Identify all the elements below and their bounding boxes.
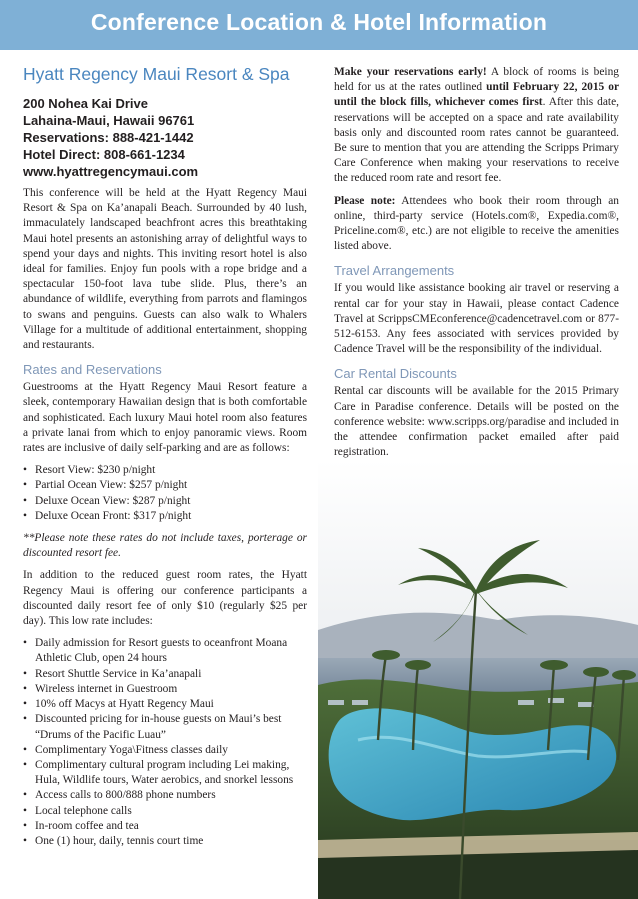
list-item: • Deluxe Ocean Front: $317 p/night <box>23 509 307 524</box>
city-address: Lahaina-Maui, Hawaii 96761 <box>23 113 195 128</box>
list-item: • One (1) hour, daily, tennis court time <box>23 834 307 849</box>
right-column <box>334 65 619 467</box>
list-item: • Complimentary Yoga\Fitness classes daily <box>23 743 307 758</box>
reservations-deadline: until February 22, 2015 or until the block fills, whichever comes first <box>334 81 619 109</box>
street-address: 200 Nohea Kai Drive <box>23 96 149 111</box>
reservations-text-2: . After this date, reservations will be accepted on a space and rate availability basis only and discounted room rates cannot be guaranteed. Be sure to mention that you are attending the Scripps Primary Care Conference when making your reservations to receive the reduced room rate and resort fee. <box>334 96 619 185</box>
rates-heading: Rates and Reservations <box>23 362 162 378</box>
list-item: • Complimentary cultural program including Lei making, Hula, Wildlife tours, Water aerobics, and snorkel lessons <box>23 758 307 788</box>
list-item: • In-room coffee and tea <box>23 819 307 834</box>
list-item: • Daily admission for Resort guests to oceanfront Moana Athletic Club, open 24 hours <box>23 636 307 666</box>
left-column <box>23 64 307 856</box>
list-item: • Resort View: $230 p/night <box>23 463 307 478</box>
rates-note: **Please note these rates do not include taxes, porterage or discounted resort fee. <box>23 532 307 560</box>
hotel-direct-phone: Hotel Direct: 808-661-1234 <box>23 147 185 162</box>
car-rental-heading: Car Rental Discounts <box>334 366 457 382</box>
reservations-text: A block of rooms is being held for us at the rates outlined <box>334 66 619 94</box>
hotel-contact <box>23 95 307 180</box>
list-item: • Local telephone calls <box>23 804 307 819</box>
page-title: Conference Location & Hotel Information <box>90 9 548 35</box>
hotel-intro: This conference will be held at the Hyatt Regency Maui Resort & Spa on Ka’anapali Beach. Surrounded by 40 lush, immaculately landscaped beachfront acres this breathtaking Maui hotel presents an astonishing array of delightful ways to spend your days and nights. This inviting resort hotel is also ideal for families. Enjoy fun pools with a rope bridge and a spectacular 150-foot lava tube slide. Plus, there’s an abundance of wildlife, everything from parrots and flamingos to swans and penguins. Guests can also walk to Whalers Village for a multitude of additional entertainment, shopping and restaurants. <box>23 187 307 352</box>
hotel-name: Hyatt Regency Maui Resort & Spa <box>23 64 290 84</box>
resort-photo <box>318 460 638 899</box>
reservations-lead: Make your reservations early! <box>334 66 487 78</box>
list-item: • Access calls to 800/888 phone numbers <box>23 788 307 803</box>
list-item: • Resort Shuttle Service in Ka’anapali <box>23 667 307 682</box>
reservations-phone: Reservations: 888-421-1442 <box>23 130 194 145</box>
header-banner <box>0 0 638 50</box>
list-item: • Wireless internet in Guestroom <box>23 682 307 697</box>
travel-heading: Travel Arrangements <box>334 263 455 279</box>
list-item: • Deluxe Ocean View: $287 p/night <box>23 494 307 509</box>
car-rental-text: Rental car discounts will be available for the 2015 Primary Care in Paradise conference. Details will be posted on the conference website: www.scripps.org/paradise and included in the attendee confirmation packet emailed after paid registration. <box>334 385 619 459</box>
note-text: Attendees who book their room through an online, third-party service (Hotels.com®, Expedia.com®, Priceline.com®, etc.) are not eligible to receive the amenities listed above. <box>334 194 619 253</box>
travel-text: If you would like assistance booking air travel or reserving a rental car for your stay in Hawaii, please contact Cadence Travel at ScrippsCMEconference@cadencetravel.com or 877-512-6153. Any fees associated with services provided by Cadence Travel will be the responsibility of the individual. <box>334 282 619 356</box>
resort-fee-list <box>23 636 307 849</box>
note-label: Please note: <box>334 194 396 207</box>
reservations-paragraph <box>334 65 619 187</box>
hotel-website-link[interactable]: www.hyattregencymaui.com <box>23 164 199 179</box>
rates-intro: Guestrooms at the Hyatt Regency Maui Resort feature a sleek, contemporary Hawaiian design that is both comfortable and sophisticated. Each luxury Maui hotel room also features a private lanai from which to enjoy panoramic views. Room rates are inclusive of daily self-parking and are as follows: <box>23 381 307 455</box>
list-item: • 10% off Macys at Hyatt Regency Maui <box>23 697 307 712</box>
room-rates-list <box>23 463 307 524</box>
third-party-note <box>334 194 619 255</box>
list-item: • Partial Ocean View: $257 p/night <box>23 478 307 493</box>
resort-fee-text: In addition to the reduced guest room rates, the Hyatt Regency Maui is offering our conference participants a discounted daily resort fee of only $10 (regularly $25 per day). This low rate includes: <box>23 569 307 628</box>
list-item: • Discounted pricing for in-house guests on Maui’s best “Drums of the Pacific Luau” <box>23 712 307 742</box>
